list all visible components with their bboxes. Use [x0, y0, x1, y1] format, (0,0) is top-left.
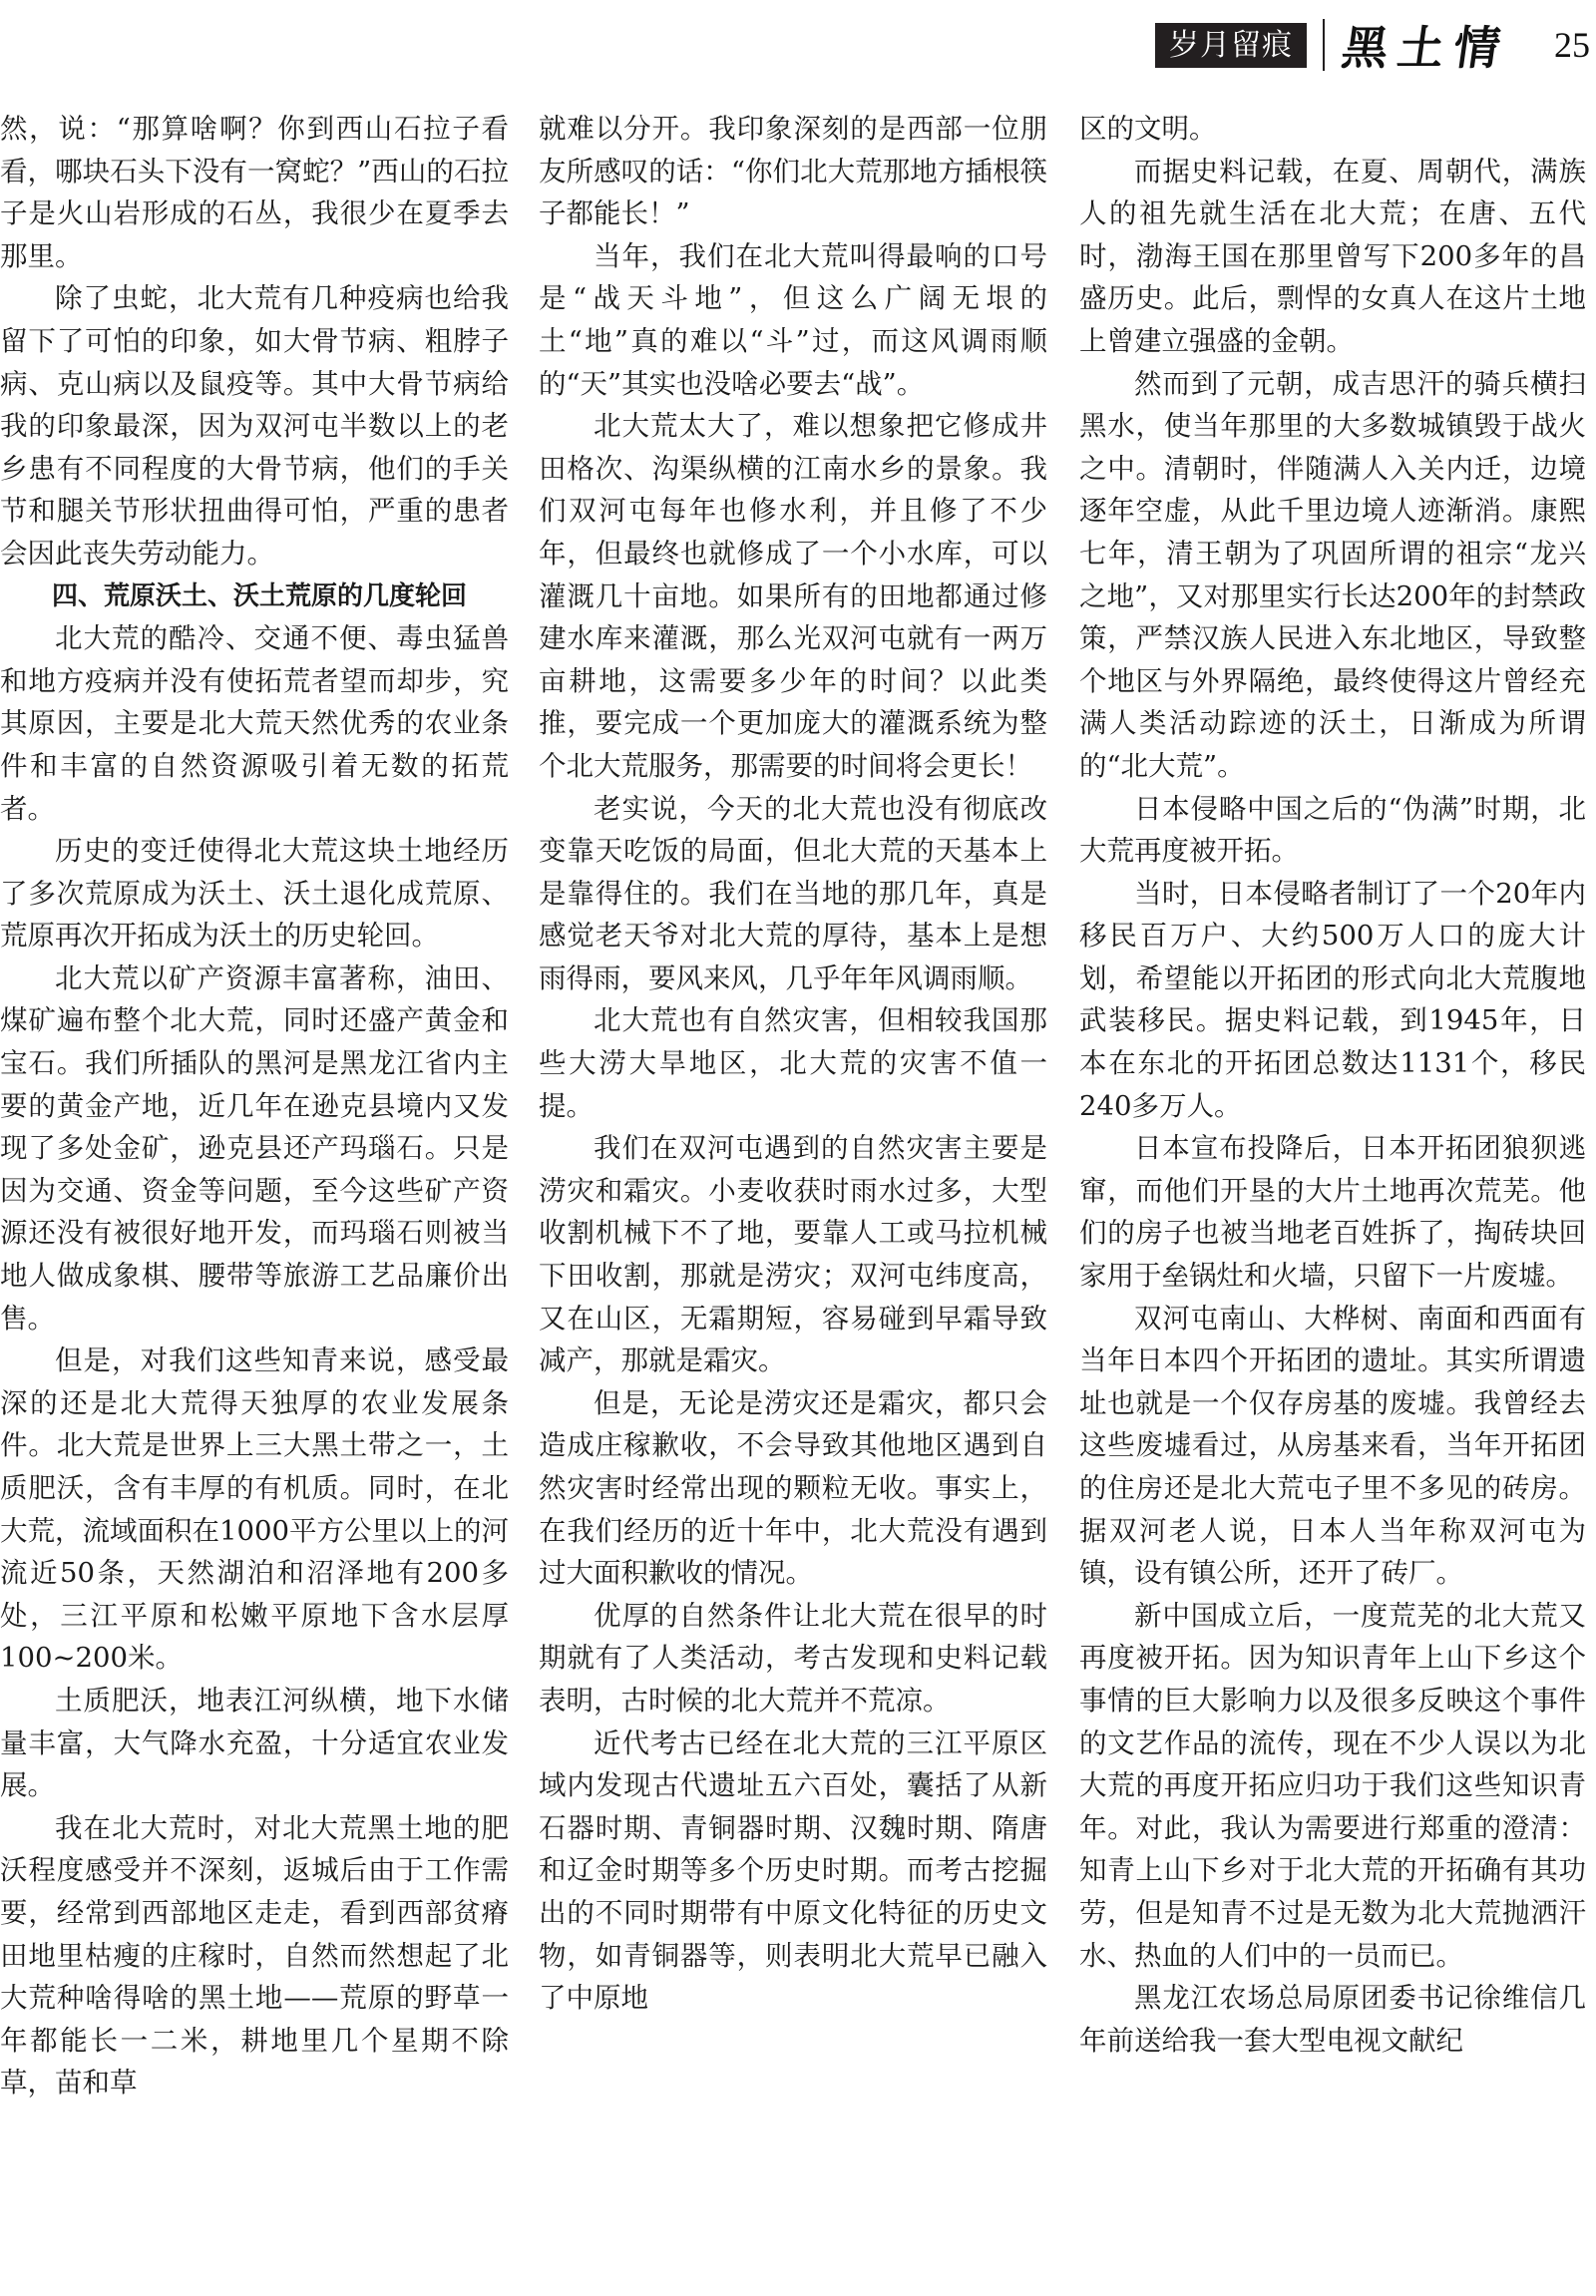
header-divider	[1323, 19, 1325, 71]
paragraph: 但是，无论是涝灾还是霜灾，都只会造成庄稼歉收，不会导致其他地区遇到自然灾害时经常出现的颗粒无收。事实上，在我们经历的近十年中，北大荒没有遇到过大面积歉收的情况。	[539, 1386, 1047, 1590]
paragraph: 但是，对我们这些知青来说，感受最深的还是北大荒得天独厚的农业发展条件。北大荒是世界上三大黑土带之一，土质肥沃，含有丰厚的有机质。同时，在北大荒，流域面积在1000平方公里以上的河流近50条，天然湖泊和沼泽地有200多处，三江平原和松嫩平原地下含水层厚100~200米。	[0, 1344, 509, 1675]
section-tag: 岁月留痕	[1155, 23, 1307, 68]
paragraph: 北大荒也有自然灾害，但相较我国那些大涝大旱地区，北大荒的灾害不值一提。	[539, 1004, 1047, 1122]
paragraph: 除了虫蛇，北大荒有几种疫病也给我留下了可怕的印象，如大骨节病、粗脖子病、克山病以及鼠疫等。其中大骨节病给我的印象最深，因为双河屯半数以上的老乡患有不同程度的大骨节病，他们的手关节和腿关节形状扭曲得可怕，严重的患者会因此丧失劳动能力。	[0, 282, 509, 570]
paragraph: 当时，日本侵略者制订了一个20年内移民百万户、大约500万人口的庞大计划，希望能以开拓团的形式向北大荒腹地武装移民。据史料记载，到1945年，日本在东北的开拓团总数达1131个，移民240多万人。	[1079, 877, 1586, 1122]
paragraph: 黑龙江农场总局原团委书记徐维信几年前送给我一套大型电视文献纪	[1079, 1982, 1586, 2057]
paragraph: 我们在双河屯遇到的自然灾害主要是涝灾和霜灾。小麦收获时雨水过多，大型收割机械下不了地，要靠人工或马拉机械下田收割，那就是涝灾；双河屯纬度高，又在山区，无霜期短，容易碰到早霜导致减产，那就是霜灾。	[539, 1132, 1047, 1377]
paragraph: 北大荒太大了，难以想象把它修成井田格次、沟渠纵横的江南水乡的景象。我们双河屯每年也修水利，并且修了不少年，但最终也就修成了一个小水库，可以灌溉几十亩地。如果所有的田地都通过修建水库来灌溉，那么光双河屯就有一两万亩耕地，这需要多少年的时间？以此类推，要完成一个更加庞大的灌溉系统为整个北大荒服务，那需要的时间将会更长！	[539, 410, 1047, 782]
text-column-2	[539, 108, 1047, 2296]
paragraph: 土质肥沃，地表江河纵横，地下水储量丰富，大气降水充盈，十分适宜农业发展。	[0, 1684, 509, 1802]
paragraph: 北大荒以矿产资源丰富著称，油田、煤矿遍布整个北大荒，同时还盛产黄金和宝石。我们所插队的黑河是黑龙江省内主要的黄金产地，近几年在逊克县境内又发现了多处金矿，逊克县还产玛瑙石。只是因为交通、资金等问题，至今这些矿产资源还没有被很好地开发，而玛瑙石则被当地人做成象棋、腰带等旅游工艺品廉价出售。	[0, 961, 509, 1335]
page-number: 25	[1554, 25, 1590, 65]
paragraph: 近代考古已经在北大荒的三江平原区域内发现古代遗址五六百处，囊括了从新石器时期、青铜器时期、汉魏时期、隋唐和辽金时期等多个历史时期。而考古挖掘出的不同时期带有中原文化特征的历史文物，如青铜器等，则表明北大荒早已融入了中原地	[539, 1726, 1047, 2015]
paragraph: 双河屯南山、大桦树、南面和西面有当年日本四个开拓团的遗址。其实所谓遗址也就是一个仅存房基的废墟。我曾经去这些废墟看过，从房基来看，当年开拓团的住房还是北大荒屯子里不多见的砖房。据双河老人说，日本人当年称双河屯为镇，设有镇公所，还开了砖厂。	[1079, 1302, 1586, 1590]
paragraph: 当年，我们在北大荒叫得最响的口号是“战天斗地”，但这么广阔无垠的土“地”真的难以“斗”过，而这风调雨顺的“天”其实也没啥必要去“战”。	[539, 239, 1047, 400]
paragraph: 然，说：“那算啥啊？你到西山石拉子看看，哪块石头下没有一窝蛇？”西山的石拉子是火山岩形成的石丛，我很少在夏季去那里。	[0, 113, 509, 272]
paragraph: 日本侵略中国之后的“伪满”时期，北大荒再度被开拓。	[1079, 792, 1586, 868]
paragraph: 新中国成立后，一度荒芜的北大荒又再度被开拓。因为知识青年上山下乡这个事情的巨大影响力以及很多反映这个事件的文艺作品的流传，现在不少人误以为北大荒的再度开拓应归功于我们这些知识青年。对此，我认为需要进行郑重的澄清：知青上山下乡对于北大荒的开拓确有其功劳，但是知青不过是无数为北大荒抛洒汗水、热血的人们中的一员而已。	[1079, 1599, 1586, 1972]
paragraph: 日本宣布投降后，日本开拓团狼狈逃窜，而他们开垦的大片土地再次荒芜。他们的房子也被当地老百姓拆了，掏砖块回家用于垒锅灶和火墙，只留下一片废墟。	[1079, 1132, 1586, 1293]
text-column-1	[0, 108, 509, 2296]
section-heading: 四、荒原沃土、沃土荒原的几度轮回	[52, 580, 468, 611]
paragraph: 而据史料记载，在夏、周朝代，满族人的祖先就生活在北大荒；在唐、五代时，渤海王国在那里曾写下200多年的昌盛历史。此后，剽悍的女真人在这片土地上曾建立强盛的金朝。	[1079, 155, 1586, 357]
paragraph: 然而到了元朝，成吉思汗的骑兵横扫黑水，使当年那里的大多数城镇毁于战火之中。清朝时，伴随满人入关内迁，边境逐年空虚，从此千里边境人迹渐消。康熙七年，清王朝为了巩固所谓的祖宗“龙兴之地”，又对那里实行长达200年的封禁政策，严禁汉族人民进入东北地区，导致整个地区与外界隔绝，最终使得这片曾经充满人类活动踪迹的沃土，日渐成为所谓的“北大荒”。	[1079, 367, 1586, 782]
magazine-logo: 黑土情	[1338, 21, 1514, 75]
paragraph: 我在北大荒时，对北大荒黑土地的肥沃程度感受并不深刻，返城后由于工作需要，经常到西部地区走走，看到西部贫瘠田地里枯瘦的庄稼时，自然而然想起了北大荒种啥得啥的黑土地——荒原的野草一年都能长一二米，耕地里几个星期不除草，苗和草	[0, 1811, 509, 2100]
paragraph: 北大荒的酷冷、交通不便、毒虫猛兽和地方疫病并没有使拓荒者望而却步，究其原因，主要是北大荒天然优秀的农业条件和丰富的自然资源吸引着无数的拓荒者。	[0, 622, 509, 825]
article-body	[0, 108, 1596, 2296]
paragraph: 历史的变迁使得北大荒这块土地经历了多次荒原成为沃土、沃土退化成荒原、荒原再次开拓成为沃土的历史轮回。	[0, 835, 509, 953]
paragraph: 区的文明。	[1079, 113, 1217, 145]
text-column-3	[1079, 108, 1586, 2296]
paragraph: 就难以分开。我印象深刻的是西部一位朋友所感叹的话：“你们北大荒那地方插根筷子都能长！”	[539, 113, 1047, 230]
paragraph: 优厚的自然条件让北大荒在很早的时期就有了人类活动，考古发现和史料记载表明，古时候的北大荒并不荒凉。	[539, 1599, 1047, 1717]
paragraph: 老实说，今天的北大荒也没有彻底改变靠天吃饭的局面，但北大荒的天基本上是靠得住的。我们在当地的那几年，真是感觉老天爷对北大荒的厚待，基本上是想雨得雨，要风来风，几乎年年风调雨顺。	[539, 792, 1047, 994]
page-header	[1155, 14, 1590, 76]
